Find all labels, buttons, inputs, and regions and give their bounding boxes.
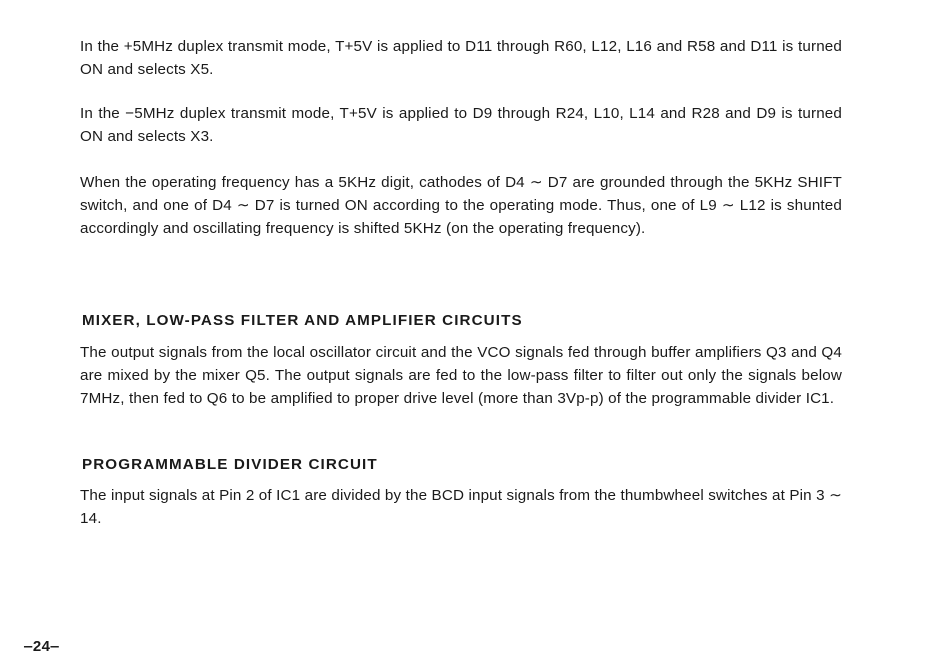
- paragraph-plus5mhz-duplex: In the +5MHz duplex transmit mode, T+5V is applied to D11 through R60, L12, L16 and R58 and D11 is turned ON and selects X5.: [80, 38, 842, 78]
- paragraph-divider-description: The input signals at Pin 2 of IC1 are divided by the BCD input signals from the thumbwheel switches at Pin 3 ∼ 14.: [80, 487, 842, 527]
- paragraph-minus5mhz-duplex: In the −5MHz duplex transmit mode, T+5V is applied to D9 through R24, L10, L14 and R28 and D9 is turned ON and selects X3.: [80, 105, 842, 145]
- paragraph-mixer-description: The output signals from the local oscillator circuit and the VCO signals fed through buffer amplifiers Q3 and Q4 are mixed by the mixer Q5. The output signals are fed to the low-pass filter to filter out only the signals below 7MHz, then fed to Q6 to be amplified to proper drive level (more than 3Vp-p) of the programmable divider IC1.: [80, 344, 842, 407]
- heading-mixer-lowpass-amplifier: MIXER, LOW-PASS FILTER AND AMPLIFIER CIRCUITS: [82, 312, 523, 329]
- paragraph-5khz-shift: When the operating frequency has a 5KHz digit, cathodes of D4 ∼ D7 are grounded through the 5KHz SHIFT switch, and one of D4 ∼ D7 is turned ON according to the operating mode. Thus, one of L9 ∼ L12 is shunted accordingly and oscillating frequency is shifted 5KHz (on the operating frequency).: [80, 174, 842, 237]
- heading-programmable-divider: PROGRAMMABLE DIVIDER CIRCUIT: [82, 456, 378, 473]
- page-number: ‒24‒: [24, 638, 60, 655]
